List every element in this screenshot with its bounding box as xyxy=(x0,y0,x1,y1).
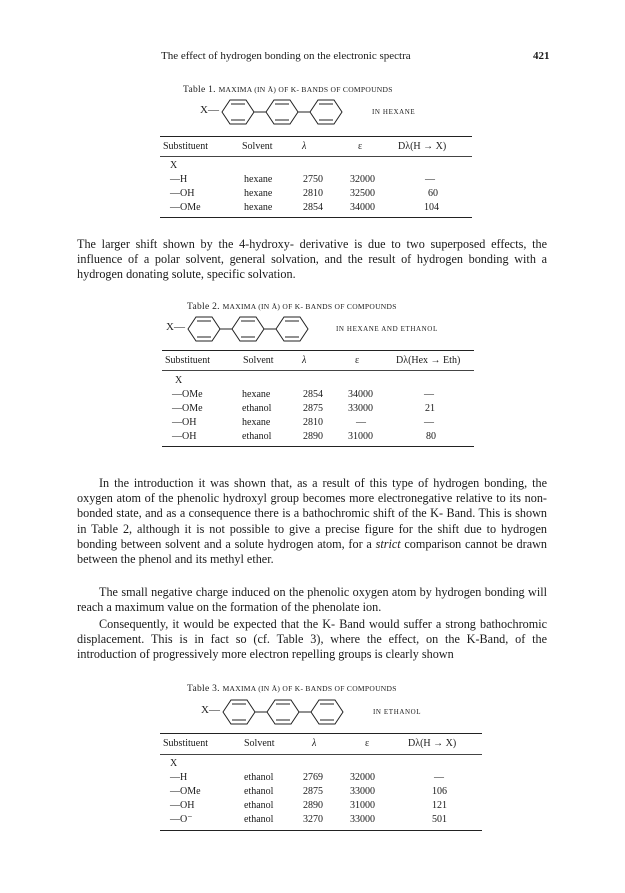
table-3-row-3-substituent: —OH xyxy=(170,800,195,811)
paragraph-hydrogen-bonding-emphasis: strict xyxy=(375,536,401,551)
table-3-row-4-substituent: —O⁻ xyxy=(170,814,193,825)
table-1-header-solvent: Solvent xyxy=(242,141,273,152)
table-1-caption-prefix: Table 1. xyxy=(183,85,216,95)
table-3-formula-solvent: IN ETHANOL xyxy=(373,708,422,716)
table-3-row-3-shift: 121 xyxy=(432,800,447,811)
page-number: 421 xyxy=(533,50,550,62)
table-3-row-2-shift: 106 xyxy=(432,786,447,797)
table-3-bottom-rule xyxy=(160,830,482,831)
table-2-formula-x: X— xyxy=(166,321,185,333)
table-1-row-0-substituent: X xyxy=(170,160,178,171)
table-2-caption-text: MAXIMA (IN Å) OF K- BANDS OF COMPOUNDS xyxy=(222,302,397,311)
table-2-row-4-solvent: ethanol xyxy=(242,431,272,442)
table-1-row-2-epsilon: 32500 xyxy=(350,188,375,199)
paragraph-general-solvation: The larger shift shown by the 4-hydroxy- derivative is due to two superposed effects, the influence of a polar solvent, general solvation, and the result of hydrogen bonding with a hydrogen donating solute, specific solvation. xyxy=(77,237,547,282)
table-1-caption-text: MAXIMA (IN Å) OF K- BANDS OF COMPOUNDS xyxy=(218,85,393,94)
table-3-caption xyxy=(187,684,397,694)
table-1-row-1-solvent: hexane xyxy=(244,174,273,185)
table-1-header-epsilon: ε xyxy=(358,141,363,152)
table-3-row-1-lambda: 2769 xyxy=(303,772,323,783)
paragraph-bathochromic-displacement: Consequently, it would be expected that the K- Band would suffer a strong bathochromic displacement. This is in fact so (cf. Table 3), where the effect, on the K-Band, of the introduction of progressively more electron repelling groups is clearly shown xyxy=(77,617,547,662)
table-2-row-1-shift: — xyxy=(424,389,434,400)
table-1-row-3-lambda: 2854 xyxy=(303,202,323,213)
table-3-row-3-solvent: ethanol xyxy=(244,800,274,811)
table-3-row-1-substituent: —H xyxy=(170,772,188,783)
table-1-header-shift: Dλ(H → X) xyxy=(398,141,447,152)
table-1-header-lambda: λ xyxy=(302,141,307,152)
table-2-row-3-substituent: —OH xyxy=(172,417,197,428)
table-3-header-solvent: Solvent xyxy=(244,738,275,749)
table-3-row-2-substituent: —OMe xyxy=(170,786,201,797)
table-2-row-1-lambda: 2854 xyxy=(303,389,323,400)
table-2-row-3-epsilon: — xyxy=(356,417,366,428)
table-2-row-1-substituent: —OMe xyxy=(172,389,203,400)
paragraph-phenolate-charge: The small negative charge induced on the phenolic oxygen atom by hydrogen bonding will reach a maximum value on the formation of the phenolate ion. xyxy=(77,585,547,615)
table-3-row-0-substituent: X xyxy=(170,758,178,769)
table-3-row-2-lambda: 2875 xyxy=(303,786,323,797)
table-3-header-rule xyxy=(160,754,482,755)
table-3-row-4-solvent: ethanol xyxy=(244,814,274,825)
paragraph-hydrogen-bonding-text-2: comparison cannot be drawn between the phenol and its methyl ether. xyxy=(77,536,547,567)
running-title: The effect of hydrogen bonding on the electronic spectra xyxy=(161,50,411,62)
table-3-formula-x: X— xyxy=(201,704,220,716)
table-1-row-2-shift: 60 xyxy=(428,188,438,199)
table-1-row-2-solvent: hexane xyxy=(244,188,273,199)
table-3-row-4-shift: 501 xyxy=(432,814,447,825)
table-3-header-substituent: Substituent xyxy=(163,738,209,749)
table-2-header-shift: Dλ(Hex → Eth) xyxy=(396,355,461,366)
table-3-header-shift: Dλ(H → X) xyxy=(408,738,457,749)
table-1-row-3-substituent: —OMe xyxy=(170,202,201,213)
table-2-header-substituent: Substituent xyxy=(165,355,211,366)
table-2-header-solvent: Solvent xyxy=(243,355,274,366)
table-3-row-2-epsilon: 33000 xyxy=(350,786,375,797)
table-2-row-2-solvent: ethanol xyxy=(242,403,272,414)
table-3-row-2-solvent: ethanol xyxy=(244,786,274,797)
table-2-row-3-solvent: hexane xyxy=(242,417,271,428)
table-3-row-1-shift: — xyxy=(434,772,444,783)
table-3-row-3-lambda: 2890 xyxy=(303,800,323,811)
table-2-row-4-lambda: 2890 xyxy=(303,431,323,442)
table-3-row-4-lambda: 3270 xyxy=(303,814,323,825)
table-3-header-epsilon: ε xyxy=(365,738,370,749)
table-2-formula-solvent: IN HEXANE AND ETHANOL xyxy=(336,325,438,333)
paragraph-hydrogen-bonding-text-1: In the introduction it was shown that, as a result of this type of hydrogen bonding, the oxygen atom of the phenolic hydroxyl group becomes more electronegative relative to its non-bonded state, and as a consequence there is a bathochromic shift of the K- Band. This is shown in Table 2, although it is not possible to give a precise figure for the shift due to hydrogen bonding between solvent and a solute hydrogen atom, for a xyxy=(77,476,547,551)
table-1-row-1-epsilon: 32000 xyxy=(350,174,375,185)
table-2-header-lambda: λ xyxy=(302,355,307,366)
table-3-row-3-epsilon: 31000 xyxy=(350,800,375,811)
table-3-caption-prefix: Table 3. xyxy=(187,684,220,694)
table-2-caption-prefix: Table 2. xyxy=(187,302,220,312)
table-1-header-substituent: Substituent xyxy=(163,141,209,152)
table-2-row-1-epsilon: 34000 xyxy=(348,389,373,400)
table-3-header-lambda: λ xyxy=(312,738,317,749)
table-2-row-2-epsilon: 33000 xyxy=(348,403,373,414)
table-3-terphenyl-formula xyxy=(201,697,521,727)
table-3-caption-text: MAXIMA (IN Å) OF K- BANDS OF COMPOUNDS xyxy=(222,684,397,693)
table-3-row-1-solvent: ethanol xyxy=(244,772,274,783)
table-1-row-1-substituent: —H xyxy=(170,174,188,185)
table-1-row-1-lambda: 2750 xyxy=(303,174,323,185)
table-1-row-3-solvent: hexane xyxy=(244,202,273,213)
table-2-row-4-epsilon: 31000 xyxy=(348,431,373,442)
table-2-row-1-solvent: hexane xyxy=(242,389,271,400)
table-1-row-2-lambda: 2810 xyxy=(303,188,323,199)
table-2-header-epsilon: ε xyxy=(355,355,360,366)
table-1-row-1-shift: — xyxy=(425,174,435,185)
table-2-row-2-substituent: —OMe xyxy=(172,403,203,414)
table-2-row-3-lambda: 2810 xyxy=(303,417,323,428)
table-3-row-4-epsilon: 33000 xyxy=(350,814,375,825)
table-1-row-3-epsilon: 34000 xyxy=(350,202,375,213)
table-2-row-2-lambda: 2875 xyxy=(303,403,323,414)
table-1-formula-x: X— xyxy=(200,104,219,116)
table-1-row-3-shift: 104 xyxy=(424,202,439,213)
table-2-row-4-substituent: —OH xyxy=(172,431,197,442)
table-3-row-1-epsilon: 32000 xyxy=(350,772,375,783)
table-2-row-3-shift: — xyxy=(424,417,434,428)
table-1-formula-solvent: IN HEXANE xyxy=(372,108,416,116)
table-2-row-4-shift: 80 xyxy=(426,431,436,442)
table-2-row-0-substituent: X xyxy=(175,375,183,386)
table-2-row-2-shift: 21 xyxy=(425,403,435,414)
table-3-top-rule xyxy=(160,733,482,734)
table-1-row-2-substituent: —OH xyxy=(170,188,195,199)
